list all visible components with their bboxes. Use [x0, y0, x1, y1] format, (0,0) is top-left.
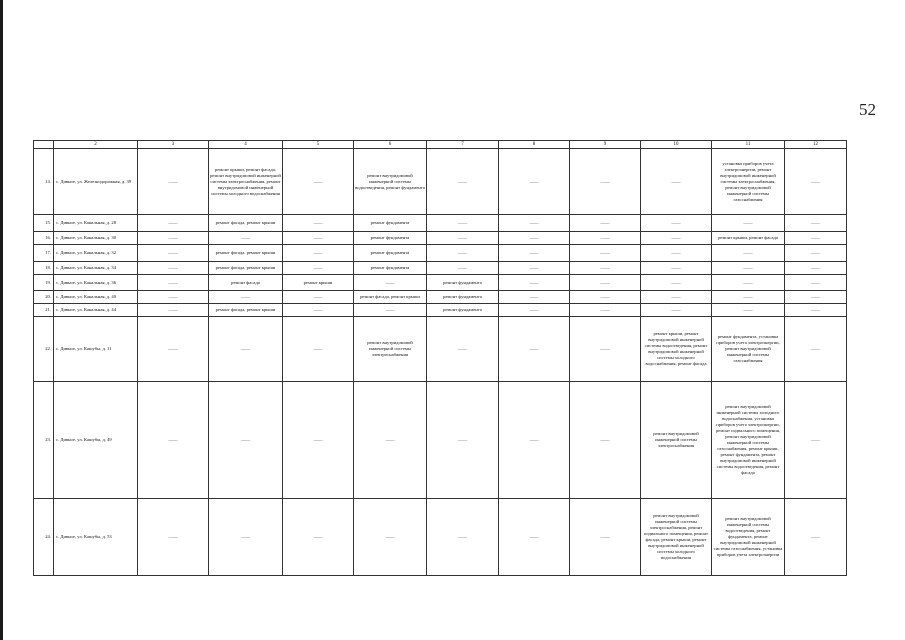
- work-cell: ——: [785, 275, 847, 291]
- work-cell: ——: [570, 291, 641, 304]
- work-cell: ——: [785, 317, 847, 382]
- repair-schedule-table: [33, 140, 847, 576]
- work-cell: ——: [570, 382, 641, 499]
- work-cell: ремонт крыши: [283, 275, 354, 291]
- address-cell: с. Дивное, ул. Канальная, д. 40: [54, 291, 138, 304]
- table-row: [34, 304, 847, 317]
- work-cell: ——: [209, 232, 283, 245]
- work-cell: ——: [283, 149, 354, 215]
- work-cell: ремонт фасада, ремонт крыши: [209, 215, 283, 232]
- work-cell: ——: [138, 275, 209, 291]
- work-cell: ——: [354, 382, 427, 499]
- work-cell: ——: [283, 304, 354, 317]
- table-row: [34, 232, 847, 245]
- work-cell: ремонт фундамента: [427, 304, 499, 317]
- row-number: 24.: [34, 499, 54, 576]
- work-cell: ——: [283, 215, 354, 232]
- work-cell: ——: [209, 499, 283, 576]
- row-number: 14.: [34, 149, 54, 215]
- work-cell: ——: [283, 291, 354, 304]
- work-cell: ——: [570, 262, 641, 275]
- work-cell: ——: [570, 275, 641, 291]
- work-cell: ——: [641, 275, 712, 291]
- address-cell: с. Дивное, ул. Канальная, д. 28: [54, 215, 138, 232]
- work-cell: ——: [499, 215, 570, 232]
- work-cell: ——: [138, 232, 209, 245]
- work-cell: ——: [641, 149, 712, 215]
- work-cell: ремонт внутридомовой инженерной системы водоотведения, ремонт фундамента: [354, 149, 427, 215]
- work-cell: ——: [785, 291, 847, 304]
- work-cell: ——: [427, 149, 499, 215]
- work-cell: ——: [499, 262, 570, 275]
- work-cell: ——: [570, 245, 641, 262]
- work-cell: ремонт фасада, ремонт крыши: [209, 262, 283, 275]
- column-header: 3: [138, 141, 209, 149]
- work-cell: ——: [138, 245, 209, 262]
- table-row: [34, 317, 847, 382]
- table-row: [34, 291, 847, 304]
- work-cell: ——: [427, 245, 499, 262]
- address-cell: с. Дивное, ул. Кашубы, д. 11: [54, 317, 138, 382]
- work-cell: ——: [499, 245, 570, 262]
- row-number: 16.: [34, 232, 54, 245]
- work-cell: ремонт крыши, ремонт фасада, ремонт внутридомовой инженерной системы электроснабжения, ремонт внутридомовой инженерной системы холодного водоснабжения: [209, 149, 283, 215]
- work-cell: ремонт внутридомовой инженерной системы электроснабжения: [354, 317, 427, 382]
- address-cell: с. Дивное, ул. Канальная, д. 44: [54, 304, 138, 317]
- work-cell: ——: [138, 291, 209, 304]
- address-cell: с. Дивное, ул. Канальная, д. 36: [54, 275, 138, 291]
- address-cell: с. Дивное, ул. Кашубы, д. 49: [54, 382, 138, 499]
- table-row: [34, 215, 847, 232]
- work-cell: ——: [785, 382, 847, 499]
- work-cell: ——: [138, 304, 209, 317]
- work-cell: ——: [499, 149, 570, 215]
- work-cell: ——: [785, 149, 847, 215]
- work-cell: ——: [570, 149, 641, 215]
- work-cell: ремонт фасада, ремонт крыши: [354, 291, 427, 304]
- work-cell: ——: [641, 304, 712, 317]
- table-row: [34, 382, 847, 499]
- address-cell: с. Дивное, ул. Канальная, д. 30: [54, 232, 138, 245]
- row-number: 19.: [34, 275, 54, 291]
- work-cell: ремонт фундамента, установка приборов учета электроэнергии, ремонт внутридомовой инженерной системы газоснабжения: [712, 317, 785, 382]
- work-cell: ——: [138, 382, 209, 499]
- work-cell: ——: [138, 262, 209, 275]
- address-cell: с. Дивное, ул. Кашубы, д. 53: [54, 499, 138, 576]
- column-header: 10: [641, 141, 712, 149]
- table-row: [34, 149, 847, 215]
- work-cell: ——: [427, 215, 499, 232]
- row-number: 22.: [34, 317, 54, 382]
- work-cell: ——: [712, 215, 785, 232]
- work-cell: ——: [570, 317, 641, 382]
- work-cell: ——: [785, 499, 847, 576]
- work-cell: ремонт фасада, ремонт крыши: [209, 304, 283, 317]
- work-cell: ——: [427, 382, 499, 499]
- row-number: 23.: [34, 382, 54, 499]
- scan-left-edge: [0, 0, 3, 640]
- work-cell: ремонт фундамента: [354, 262, 427, 275]
- work-cell: ремонт внутридомовой инженерной системы холодного водоснабжения, установка приборов учета электроэнергии, ремонт подвального помещения, ремонт внутридомовой инженерной системы газоснабжения, ремонт крыши, ремонт фундамента, ремонт внутридомовой инженерной системы водоотведения, ремонт фасада: [712, 382, 785, 499]
- work-cell: ремонт внутридомовой инженерной системы электроснабжения, ремонт подвального помещения, ремонт фасада, ремонт крыши, ремонт внутридомовой инженерной системы холодного водоснабжения: [641, 499, 712, 576]
- work-cell: ——: [354, 499, 427, 576]
- work-cell: ——: [354, 304, 427, 317]
- work-cell: ——: [785, 304, 847, 317]
- work-cell: ремонт крыши, ремонт внутридомовой инженерной системы водоотведения, ремонт внутридомовой инженерной системы холодного водоснабжения, ремонт фасада: [641, 317, 712, 382]
- work-cell: ——: [283, 382, 354, 499]
- work-cell: ——: [570, 215, 641, 232]
- work-cell: ——: [354, 275, 427, 291]
- row-number: 17.: [34, 245, 54, 262]
- work-cell: ——: [785, 262, 847, 275]
- table-row: [34, 245, 847, 262]
- work-cell: ——: [499, 317, 570, 382]
- work-cell: ——: [785, 215, 847, 232]
- work-cell: ——: [138, 317, 209, 382]
- work-cell: ——: [427, 232, 499, 245]
- work-cell: ——: [641, 232, 712, 245]
- work-cell: ——: [499, 291, 570, 304]
- row-number: 20.: [34, 291, 54, 304]
- work-cell: ремонт фундамента: [354, 215, 427, 232]
- work-cell: ремонт фасада, ремонт крыши: [209, 245, 283, 262]
- work-cell: ——: [712, 291, 785, 304]
- column-header: 12: [785, 141, 847, 149]
- work-cell: ——: [499, 304, 570, 317]
- column-header: [34, 141, 54, 149]
- work-cell: ——: [283, 499, 354, 576]
- row-number: 18.: [34, 262, 54, 275]
- work-cell: ——: [427, 262, 499, 275]
- work-cell: ——: [712, 262, 785, 275]
- work-cell: ——: [570, 232, 641, 245]
- work-cell: ——: [283, 317, 354, 382]
- work-cell: ——: [138, 215, 209, 232]
- column-header: 9: [570, 141, 641, 149]
- address-cell: с. Дивное, ул. Канальная, д. 34: [54, 262, 138, 275]
- work-cell: ——: [712, 245, 785, 262]
- work-cell: ремонт крыши, ремонт фасада: [712, 232, 785, 245]
- work-cell: ——: [138, 149, 209, 215]
- work-cell: ——: [209, 291, 283, 304]
- work-cell: ——: [570, 499, 641, 576]
- column-header: 6: [354, 141, 427, 149]
- address-cell: с. Дивное, ул. Железнодорожная, д. 39: [54, 149, 138, 215]
- work-cell: ремонт фундамента: [354, 232, 427, 245]
- column-header: 5: [283, 141, 354, 149]
- work-cell: ——: [641, 291, 712, 304]
- work-cell: ——: [499, 275, 570, 291]
- table-row: [34, 275, 847, 291]
- column-header: 7: [427, 141, 499, 149]
- work-cell: ремонт фасада: [209, 275, 283, 291]
- work-cell: ——: [570, 304, 641, 317]
- work-cell: ——: [283, 245, 354, 262]
- work-cell: ремонт фундамента: [354, 245, 427, 262]
- work-cell: ——: [641, 245, 712, 262]
- work-cell: ——: [283, 262, 354, 275]
- work-cell: ——: [283, 232, 354, 245]
- address-cell: с. Дивное, ул. Канальная, д. 32: [54, 245, 138, 262]
- column-header: 2: [54, 141, 138, 149]
- work-cell: ——: [499, 382, 570, 499]
- table-row: [34, 499, 847, 576]
- work-cell: ремонт фундамента: [427, 291, 499, 304]
- work-cell: ——: [785, 245, 847, 262]
- work-cell: ——: [138, 499, 209, 576]
- table-row: [34, 262, 847, 275]
- row-number: 15.: [34, 215, 54, 232]
- work-cell: ——: [499, 499, 570, 576]
- column-number-row: [34, 141, 847, 149]
- page-number: 52: [859, 100, 876, 119]
- work-cell: ——: [641, 262, 712, 275]
- work-cell: ремонт фундамента: [427, 275, 499, 291]
- column-header: 11: [712, 141, 785, 149]
- work-cell: ——: [785, 232, 847, 245]
- work-cell: установка приборов учета электроэнергии, ремонт внутридомовой инженерной системы электроснабжения, ремонт внутридомовой инженерной системы газоснабжения: [712, 149, 785, 215]
- work-cell: ремонт внутридомовой инженерной системы электроснабжения: [641, 382, 712, 499]
- work-cell: ——: [209, 382, 283, 499]
- column-header: 8: [499, 141, 570, 149]
- work-cell: ——: [641, 215, 712, 232]
- work-cell: ——: [712, 304, 785, 317]
- work-cell: ремонт внутридомовой инженерной системы водоотведения, ремонт фундамента, ремонт внутридомовой инженерной системы газоснабжения, установка приборов учета электроэнергии: [712, 499, 785, 576]
- row-number: 21.: [34, 304, 54, 317]
- work-cell: ——: [712, 275, 785, 291]
- column-header: 4: [209, 141, 283, 149]
- work-cell: ——: [209, 317, 283, 382]
- work-cell: ——: [427, 499, 499, 576]
- work-cell: ——: [499, 232, 570, 245]
- work-cell: ——: [427, 317, 499, 382]
